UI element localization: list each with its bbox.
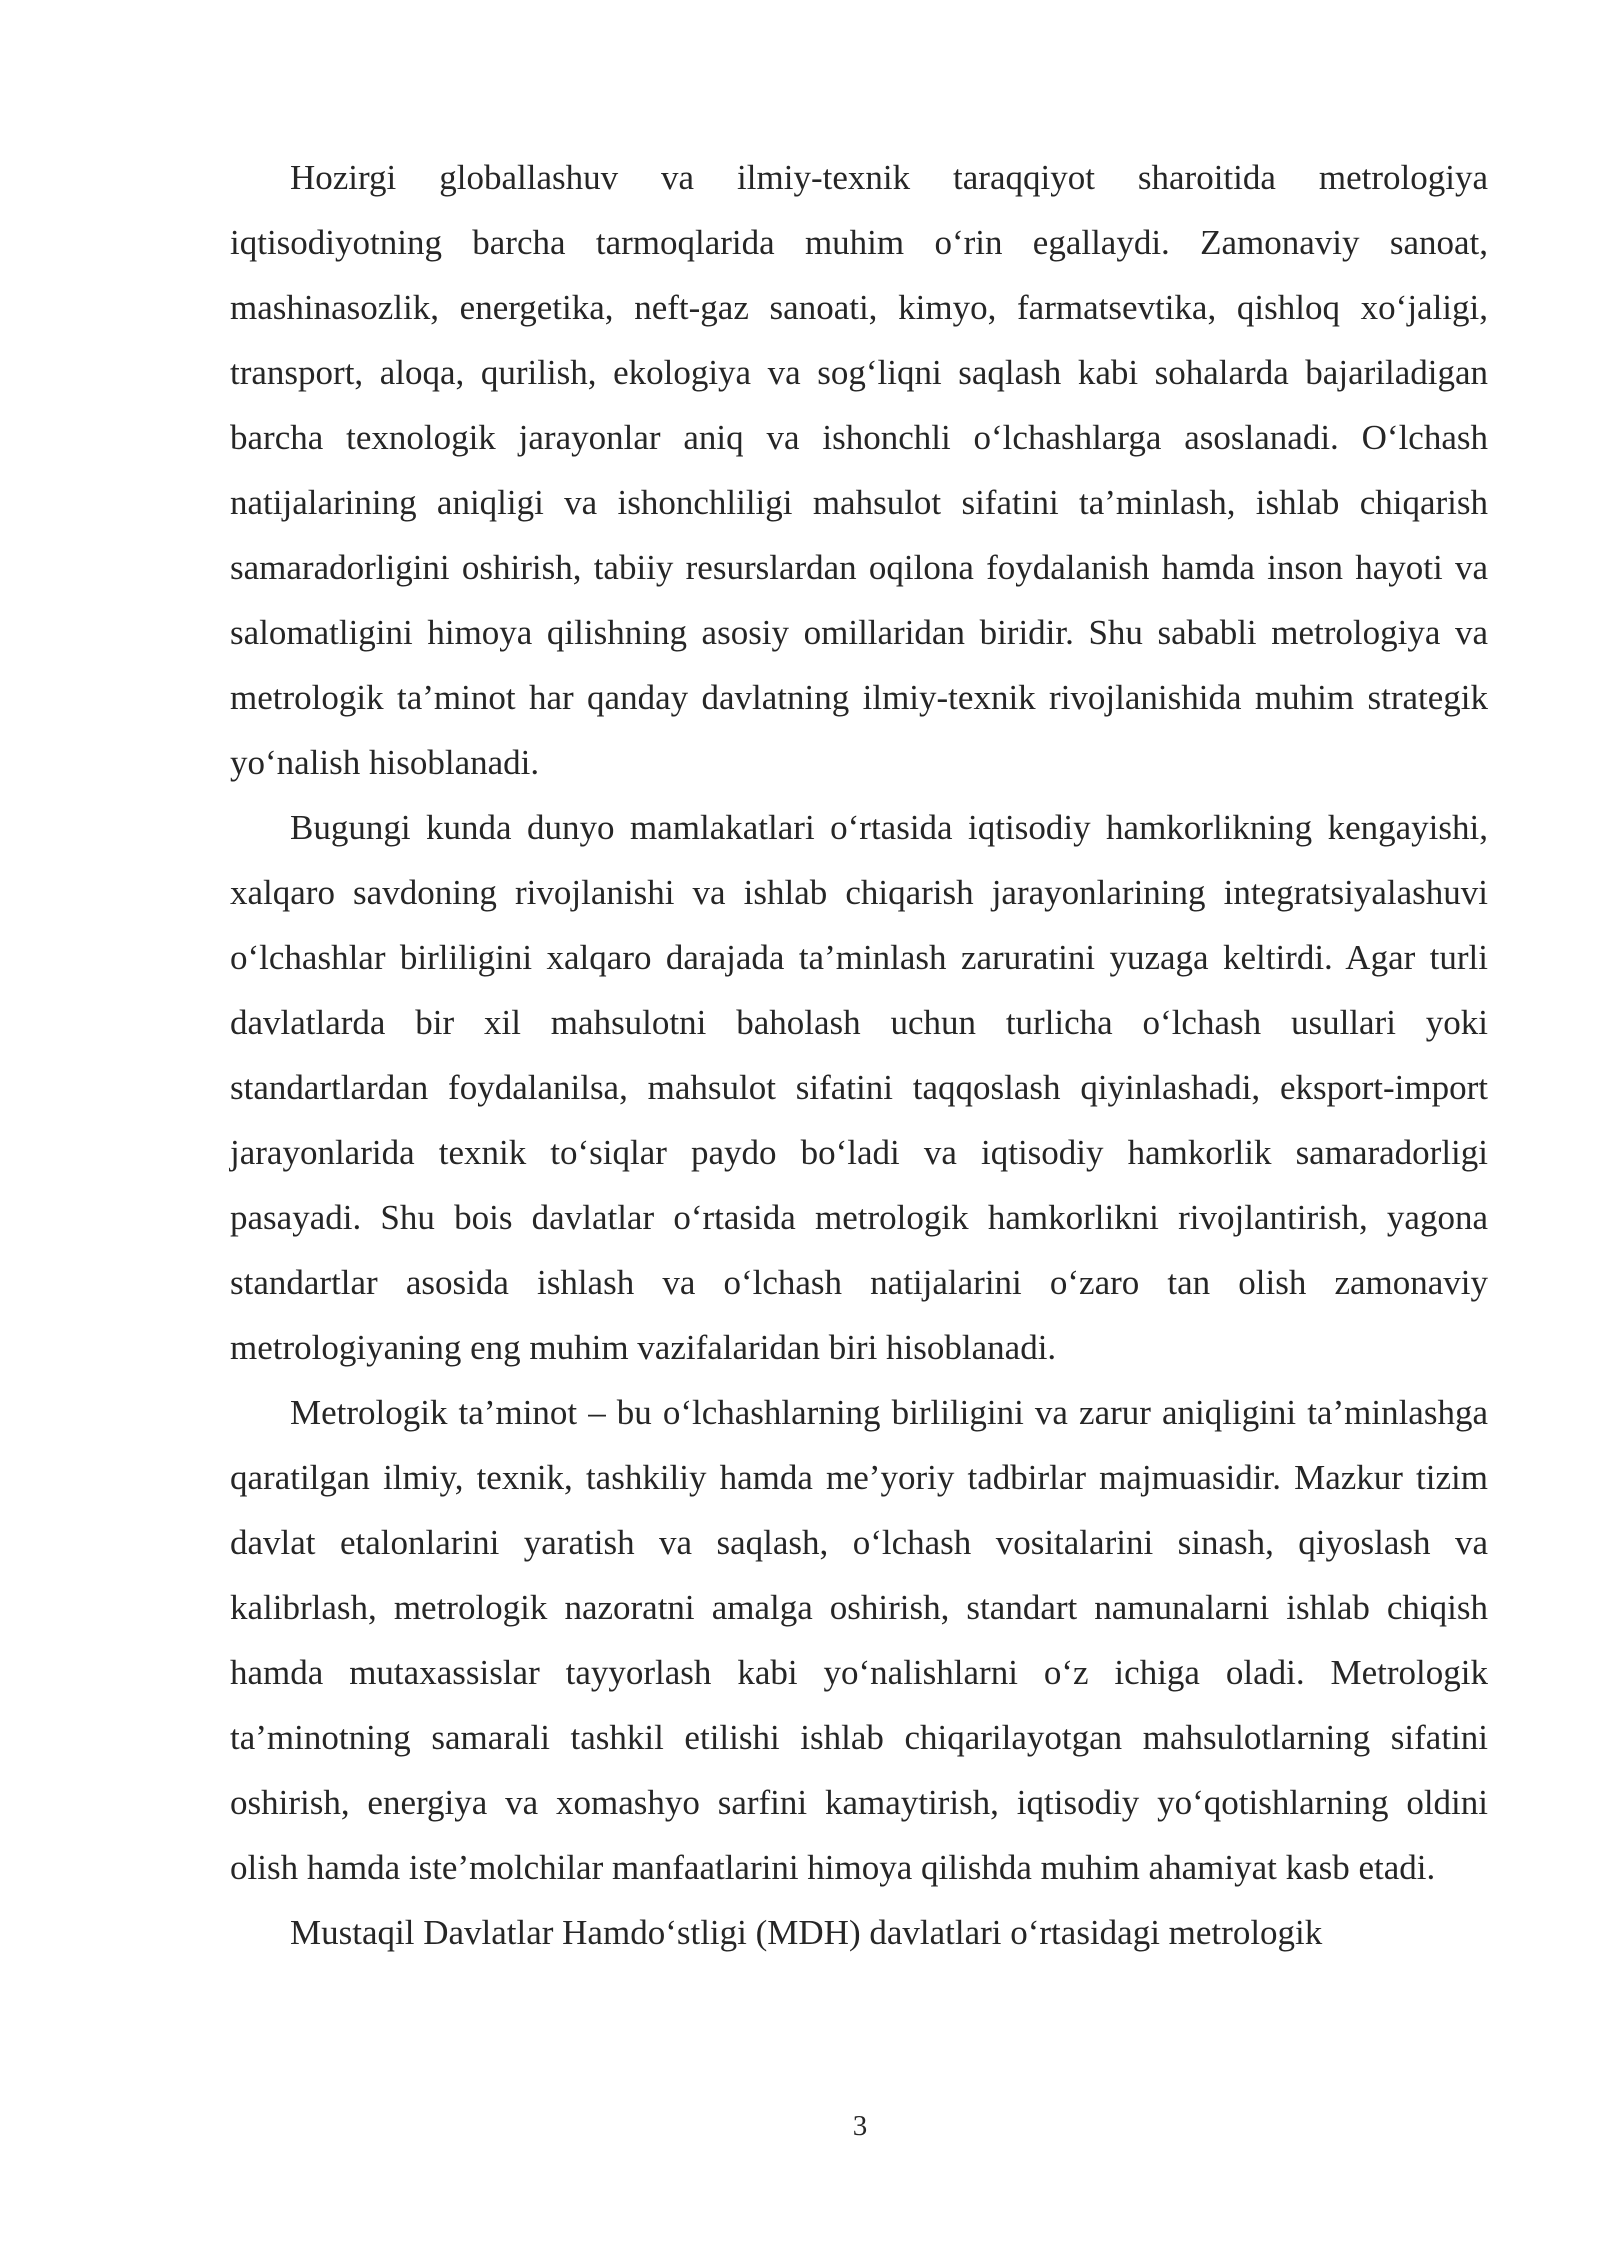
- body-text: [230, 145, 1488, 1965]
- paragraph-4: Mustaqil Davlatlar Hamdo‘stligi (MDH) davlatlari o‘rtasidagi metrologik: [290, 1913, 1323, 1952]
- paragraph-1: Hozirgi globallashuv va ilmiy-texnik taraqqiyot sharoitida metrologiya iqtisodiyotning barcha tarmoqlarida muhim o‘rin egallaydi. Zamonaviy sanoat, mashinasozlik, energetika, neft-gaz sanoati, kimyo, farmatsevtika, qishloq xo‘jaligi, transport, aloqa, qurilish, ekologiya va sog‘liqni saqlash kabi sohalarda bajariladigan barcha texnologik jarayonlar aniq va ishonchli o‘lchashlarga asoslanadi. O‘lchash natijalarining aniqligi va ishonchliligi mahsulot sifatini ta’minlash, ishlab chiqarish samaradorligini oshirish, tabiiy resurslardan oqilona foydalanish hamda inson hayoti va salomatligini himoya qilishning asosiy omillaridan biridir. Shu sababli metrologiya va metrologik ta’minot har qanday davlatning ilmiy-texnik rivojlanishida muhim strategik yo‘nalish hisoblanadi.: [230, 158, 1488, 782]
- paragraph-2: Bugungi kunda dunyo mamlakatlari o‘rtasida iqtisodiy hamkorlikning kengayishi, xalqaro savdoning rivojlanishi va ishlab chiqarish jarayonlarining integratsiyalashuvi o‘lchashlar birliligini xalqaro darajada ta’minlash zaruratini yuzaga keltirdi. Agar turli davlatlarda bir xil mahsulotni baholash uchun turlicha o‘lchash usullari yoki standartlardan foydalanilsa, mahsulot sifatini taqqoslash qiyinlashadi, eksport-import jarayonlarida texnik to‘siqlar paydo bo‘ladi va iqtisodiy hamkorlik samaradorligi pasayadi. Shu bois davlatlar o‘rtasida metrologik hamkorlikni rivojlantirish, yagona standartlar asosida ishlash va o‘lchash natijalarini o‘zaro tan olish zamonaviy metrologiyaning eng muhim vazifalaridan biri hisoblanadi.: [230, 808, 1488, 1367]
- paragraph-3: Metrologik ta’minot – bu o‘lchashlarning birliligini va zarur aniqligini ta’minlashga qaratilgan ilmiy, texnik, tashkiliy hamda me’yoriy tadbirlar majmuasidir. Mazkur tizim davlat etalonlarini yaratish va saqlash, o‘lchash vositalarini sinash, qiyoslash va kalibrlash, metrologik nazoratni amalga oshirish, standart namunalarni ishlab chiqish hamda mutaxassislar tayyorlash kabi yo‘nalishlarni o‘z ichiga oladi. Metrologik ta’minotning samarali tashkil etilishi ishlab chiqarilayotgan mahsulotlarning sifatini oshirish, energiya va xomashyo sarfini kamaytirish, iqtisodiy yo‘qotishlarning oldini olish hamda iste’molchilar manfaatlarini himoya qilishda muhim ahamiyat kasb etadi.: [230, 1393, 1488, 1887]
- page-number: 3: [852, 2110, 868, 2142]
